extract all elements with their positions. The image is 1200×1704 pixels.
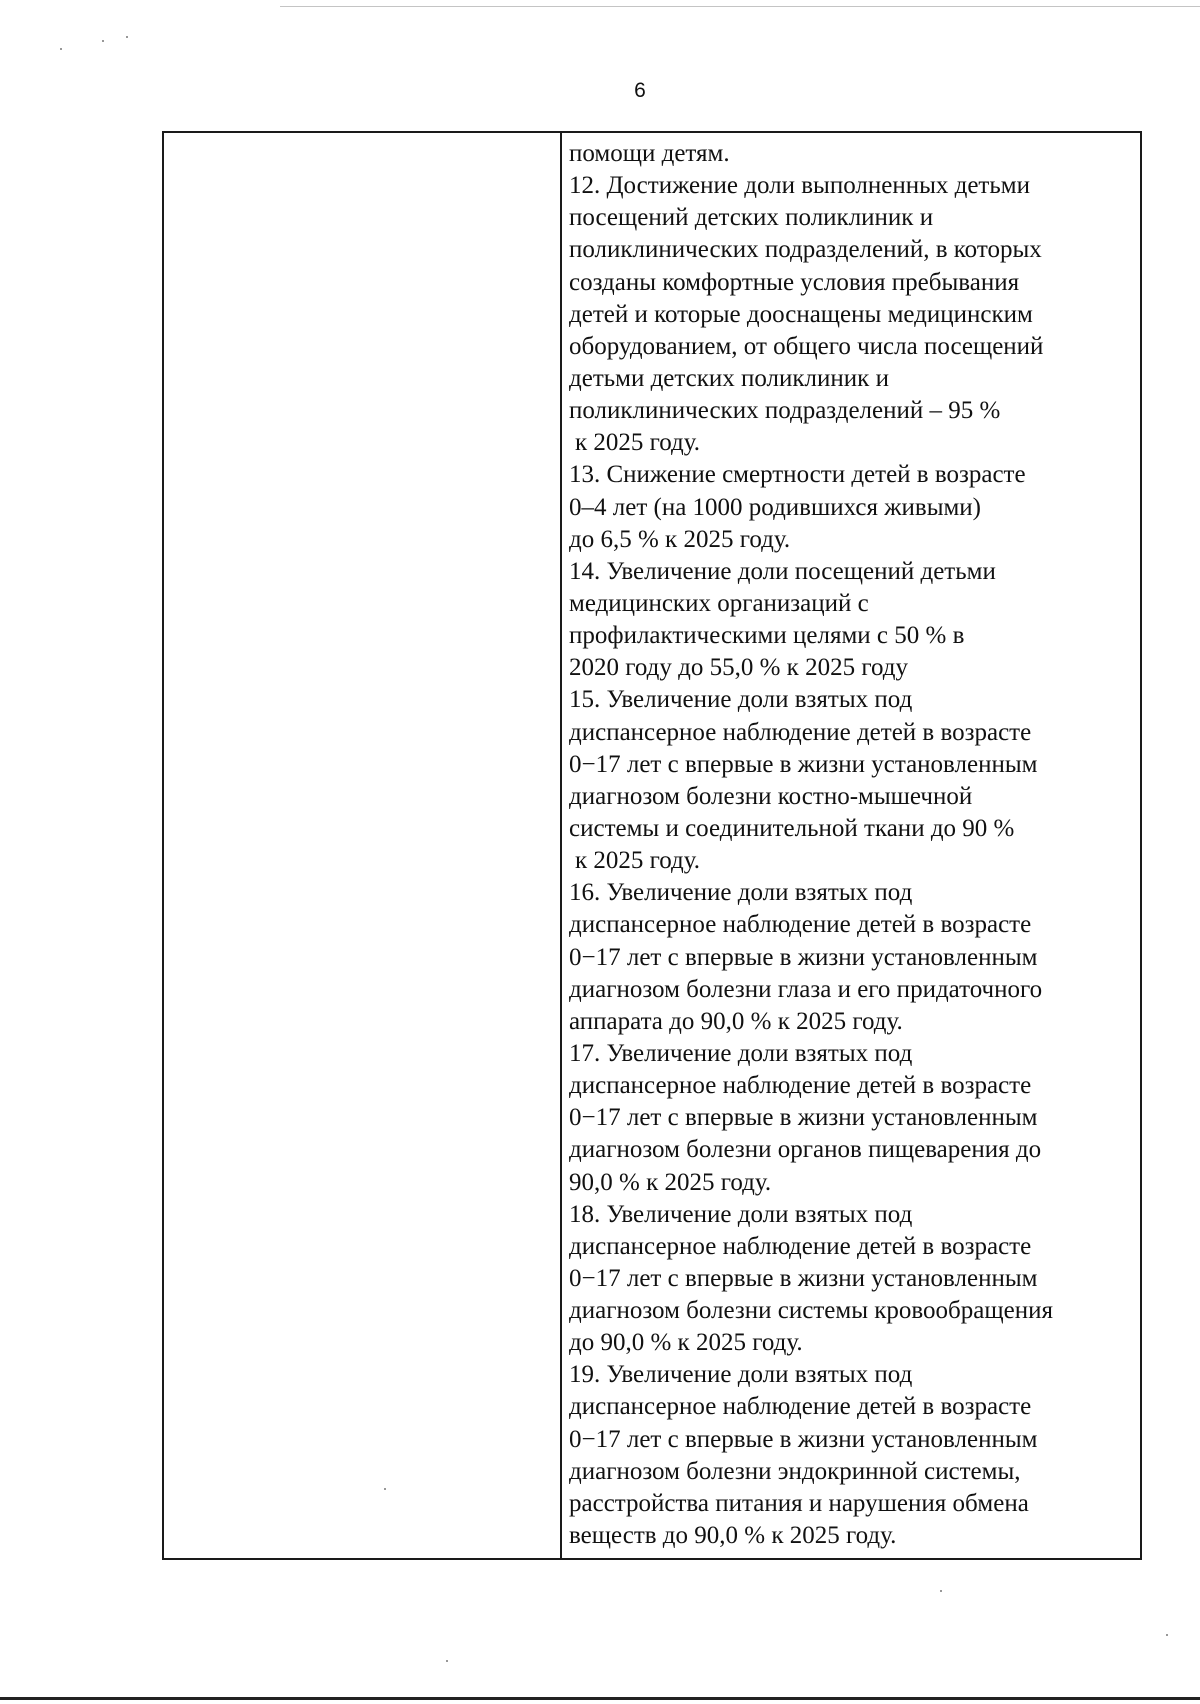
text-line: 16. Увеличение доли взятых под [569,879,913,907]
text-line: созданы комфортные условия пребывания [569,268,1020,296]
text-line: 14. Увеличение доли посещений детьми [569,557,996,585]
text-line: диагнозом болезни эндокринной системы, [569,1457,1021,1485]
text-line: диагнозом болезни органов пищеварения до [569,1136,1042,1164]
text-line: детей и которые дооснащены медицинским [569,300,1033,328]
text-line: 13. Снижение смертности детей в возрасте [569,461,1026,489]
bottom-scan-edge-line [0,1697,1200,1700]
page-number: 6 [634,79,646,102]
text-line: детьми детских поликлиник и [569,364,889,392]
top-scan-edge-line [280,6,1200,7]
text-line: 0−17 лет с впервые в жизни установленным [569,943,1038,971]
text-line: до 6,5 % к 2025 году. [569,525,791,553]
text-line: 0−17 лет с впервые в жизни установленным [569,1425,1038,1453]
scan-speck [940,1590,942,1592]
text-line: диспансерное наблюдение детей в возрасте [569,911,1032,939]
scan-speck [446,1660,448,1662]
text-line: расстройства питания и нарушения обмена [569,1489,1029,1517]
text-line: посещений детских поликлиник и [569,204,934,232]
scan-speck [102,40,104,42]
text-line: 19. Увеличение доли взятых под [569,1361,913,1389]
text-line: 0−17 лет с впервые в жизни установленным [569,750,1038,778]
text-line: 0−17 лет с впервые в жизни установленным [569,1264,1038,1292]
text-line: аппарата до 90,0 % к 2025 году. [569,1007,903,1035]
text-line: 12. Достижение доли выполненных детьми [569,172,1030,200]
text-line: диспансерное наблюдение детей в возрасте [569,1072,1032,1100]
text-line: диагнозом болезни системы кровообращения [569,1297,1053,1325]
scan-speck [1166,1634,1168,1636]
table-left-column [164,133,562,1558]
text-line: 18. Увеличение доли взятых под [569,1200,913,1228]
scan-speck [60,48,62,50]
scan-speck [384,1488,386,1490]
text-line: диспансерное наблюдение детей в возрасте [569,718,1032,746]
text-line: 0−17 лет с впервые в жизни установленным [569,1104,1038,1132]
text-line: медицинских организаций с [569,589,869,617]
scan-speck [126,36,128,38]
text-line: профилактическими целями с 50 % в [569,622,965,650]
text-line: 0–4 лет (на 1000 родившихся живыми) [569,493,982,521]
text-line: помощи детям. [569,140,730,167]
text-line: диспансерное наблюдение детей в возрасте [569,1232,1032,1260]
text-line: 15. Увеличение доли взятых под [569,686,913,714]
text-line: 17. Увеличение доли взятых под [569,1039,913,1067]
text-line: системы и соединительной ткани до 90 % [569,814,1015,842]
text-line: оборудованием, от общего числа посещений [569,332,1044,360]
table-right-column [562,133,1140,1558]
text-line: веществ до 90,0 % к 2025 году. [569,1522,897,1550]
text-line: диспансерное наблюдение детей в возрасте [569,1393,1032,1421]
text-line: к 2025 году. [575,847,701,875]
text-line: поликлинических подразделений, в которых [569,236,1042,264]
text-line: 90,0 % к 2025 году. [569,1168,772,1196]
text-line: 2020 году до 55,0 % к 2025 году [569,654,908,682]
document-table [162,131,1142,1560]
text-line: диагнозом болезни костно-мышечной [569,782,973,810]
text-line: к 2025 году. [575,429,701,457]
text-line: диагнозом болезни глаза и его придаточного [569,975,1043,1003]
text-line: поликлинических подразделений – 95 % [569,397,1001,425]
text-line: до 90,0 % к 2025 году. [569,1329,803,1357]
